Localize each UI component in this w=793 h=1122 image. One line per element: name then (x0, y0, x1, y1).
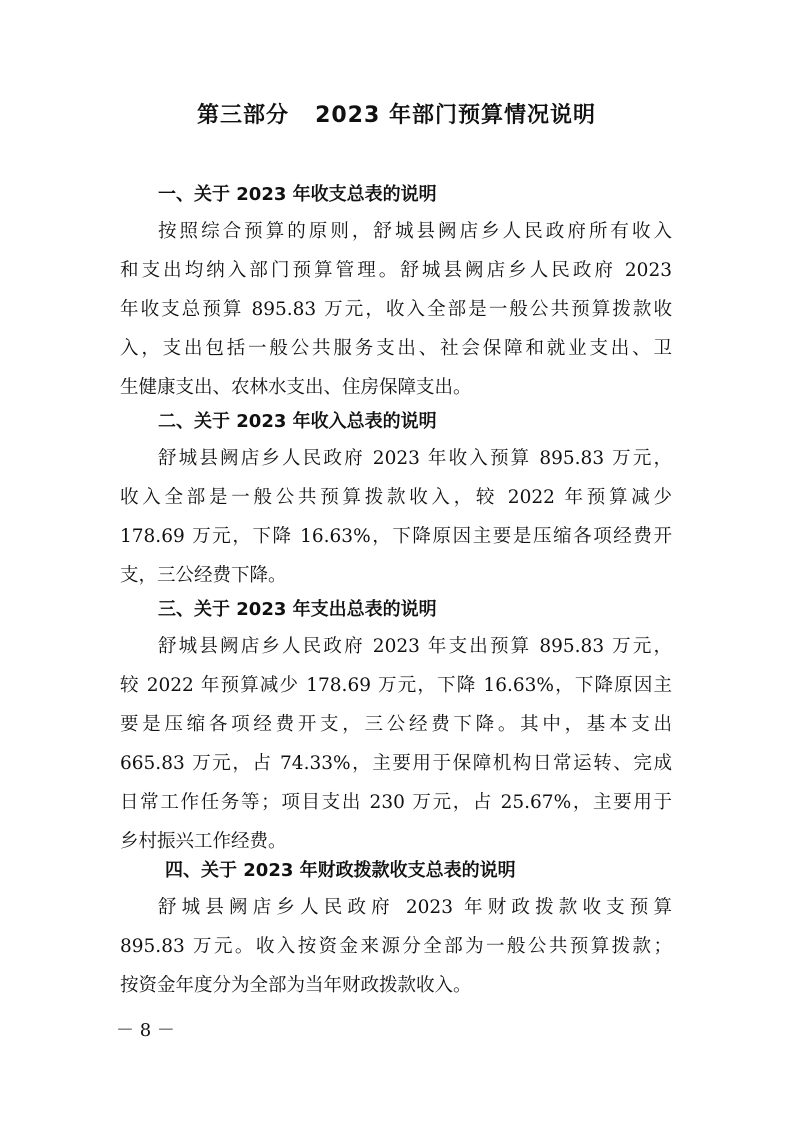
page-number: － 8 － (116, 1020, 175, 1041)
title-part: 第三部分 (197, 103, 290, 128)
paragraph-line: 要是压缩各项经费开支，三公经费下降。其中，基本支出 (120, 714, 672, 735)
paragraph-line: 乡村振兴工作经费。 (120, 831, 287, 852)
section-heading-3: 三、关于 2023 年支出总表的说明 (158, 599, 437, 620)
paragraph-line: 665.83 万元，占 74.33%，主要用于保障机构日常运转、完成 (120, 753, 672, 774)
paragraph-line: 895.83 万元。收入按资金来源分全部为一般公共预算拨款； (120, 936, 672, 957)
paragraph-line: 较 2022 年预算减少 178.69 万元，下降 16.63%，下降原因主 (120, 675, 672, 696)
paragraph-line: 生健康支出、农林水支出、住房保障支出。 (120, 377, 472, 398)
section-heading-1: 一、关于 2023 年收支总表的说明 (158, 184, 437, 205)
paragraph-line: 入，支出包括一般公共服务支出、社会保障和就业支出、卫 (120, 338, 672, 359)
paragraph-line: 舒城县阙店乡人民政府 2023 年财政拨款收支预算 (158, 897, 672, 918)
section-heading-4: 四、关于 2023 年财政拨款收支总表的说明 (165, 860, 516, 881)
title-text: 2023 年部门预算情况说明 (315, 103, 596, 128)
section-heading-2: 二、关于 2023 年收入总表的说明 (158, 411, 437, 432)
page-title (0, 98, 793, 129)
paragraph-line: 年收支总预算 895.83 万元，收入全部是一般公共预算拨款收 (120, 299, 672, 320)
paragraph-line: 支，三公经费下降。 (120, 565, 287, 586)
paragraph-line: 舒城县阙店乡人民政府 2023 年收入预算 895.83 万元， (158, 448, 672, 469)
paragraph-line: 收入全部是一般公共预算拨款收入，较 2022 年预算减少 (120, 487, 672, 508)
paragraph-line: 舒城县阙店乡人民政府 2023 年支出预算 895.83 万元， (158, 636, 672, 657)
paragraph-line: 178.69 万元，下降 16.63%，下降原因主要是压缩各项经费开 (120, 526, 672, 547)
paragraph-line: 按照综合预算的原则，舒城县阙店乡人民政府所有收入 (158, 221, 672, 242)
paragraph-line: 按资金年度分为全部为当年财政拨款收入。 (120, 975, 472, 996)
paragraph-line: 和支出均纳入部门预算管理。舒城县阙店乡人民政府 2023 (120, 260, 672, 281)
paragraph-line: 日常工作任务等；项目支出 230 万元，占 25.67%，主要用于 (120, 792, 672, 813)
